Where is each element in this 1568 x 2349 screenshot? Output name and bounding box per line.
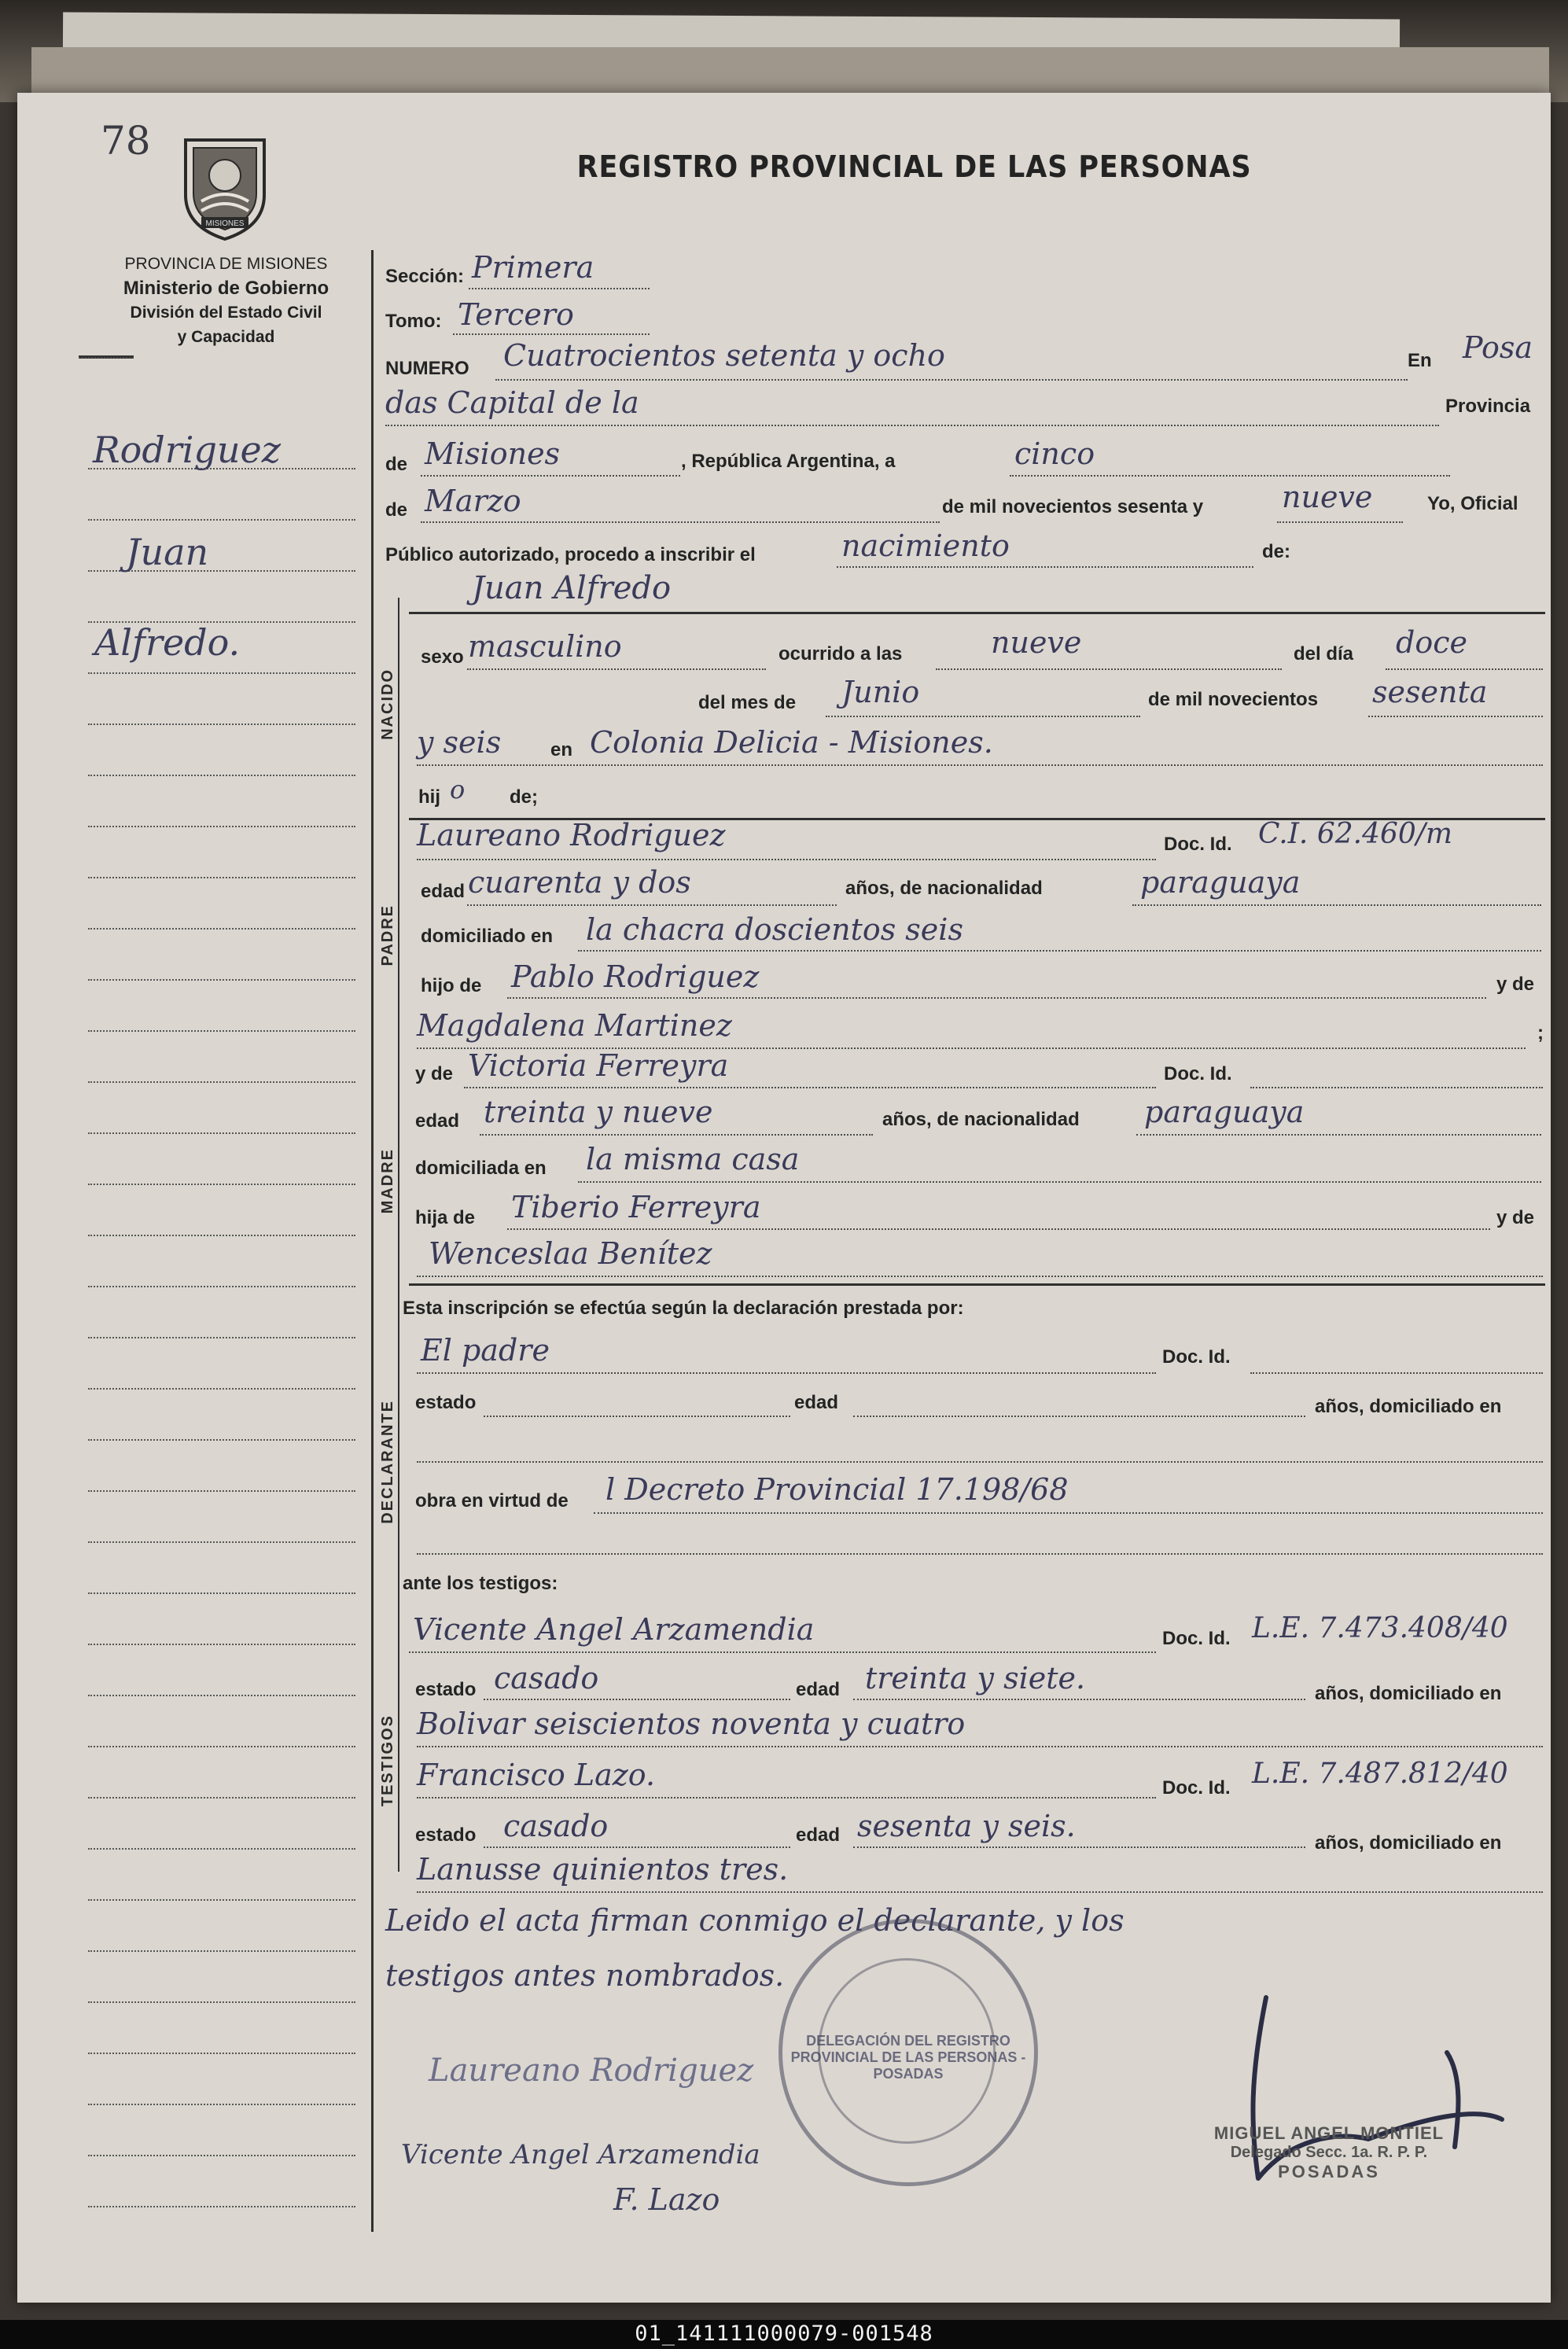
signature-3: F. Lazo (613, 2182, 720, 2217)
field-padre-dom: la chacra doscientos seis (586, 912, 963, 947)
label-testigo2-estado: estado (415, 1824, 477, 1846)
label-del-dia: del día (1294, 643, 1354, 665)
section-madre: MADRE (379, 1148, 396, 1214)
line-testigo2-dom (417, 1891, 1543, 1893)
field-madre-hija-de: Tiberio Ferreyra (511, 1190, 761, 1224)
label-ocurrido: ocurrido a las (778, 643, 903, 665)
line-madre-nombre (464, 1087, 1156, 1088)
label-madre-edad: edad (415, 1110, 460, 1132)
line-sexo (467, 668, 766, 670)
label-de-mil: de mil novecientos (1148, 689, 1319, 710)
line-padre-nombre (417, 859, 1156, 860)
document-title: REGISTRO PROVINCIAL DE LAS PERSONAS (576, 149, 1252, 184)
closing-line-2: testigos antes nombrados. (385, 1958, 785, 1993)
line-padre-dom (578, 950, 1541, 952)
line-madre-edad (480, 1134, 873, 1136)
field-obra: l Decreto Provincial 17.198/68 (605, 1472, 1069, 1507)
field-en: Posa (1463, 330, 1533, 365)
label-en: En (1408, 350, 1432, 371)
line-padre-edad (467, 904, 837, 906)
field-testigo2-edad: sesenta y seis. (857, 1809, 1076, 1843)
label-del-mes: del mes de (698, 692, 797, 713)
line-testigo1-edad (853, 1699, 1305, 1700)
field-sexo: masculino (468, 629, 622, 664)
issuer-ministry: Ministerio de Gobierno (123, 278, 329, 299)
official-block (1180, 2123, 1478, 2182)
field-padre-hijo-de: Pablo Rodriguez (511, 959, 760, 994)
field-testigo1-estado: casado (494, 1661, 599, 1695)
line-obra-2 (417, 1553, 1543, 1555)
label-mil-novecientos: de mil novecientos sesenta y (942, 496, 1204, 517)
header-rule (79, 355, 134, 359)
label-padre-nac: años, de nacionalidad (845, 878, 1043, 899)
section-testigos: TESTIGOS (379, 1714, 396, 1807)
label-testigo1-edad: edad (796, 1679, 841, 1700)
section-divider (398, 598, 399, 1872)
line-testigo1-dom (417, 1746, 1543, 1747)
line-padre-hijo-de (507, 997, 1486, 999)
field-seccion: Primera (472, 250, 594, 285)
field-anio-nac: sesenta (1372, 675, 1488, 709)
label-testigo1-anos-dom: años, domiciliado en (1315, 1683, 1502, 1704)
margin-given-name-1: Juan (126, 531, 209, 573)
line-obra (594, 1512, 1543, 1514)
line-madre-end (409, 1283, 1545, 1286)
field-testigo1-doc: L.E. 7.473.408/40 (1252, 1612, 1508, 1644)
field-padre-nombre: Laureano Rodriguez (417, 818, 726, 852)
label-declarante-anos-dom: años, domiciliado en (1315, 1396, 1502, 1417)
label-provincia: Provincia (1445, 396, 1531, 417)
label-testigo2-anos-dom: años, domiciliado en (1315, 1832, 1502, 1854)
margin-given-name-2: Alfredo. (94, 621, 241, 664)
stamp-text: DELEGACIÓN DEL REGISTRO PROVINCIAL DE LAS PERSONAS - POSADAS (790, 2033, 1026, 2082)
line-padre-nac (1132, 904, 1541, 906)
provincial-crest-icon (175, 132, 275, 242)
line-declarante-edad (853, 1416, 1305, 1417)
label-hij: hij (418, 786, 440, 808)
official-city: POSADAS (1278, 2162, 1380, 2181)
official-stamp (778, 1919, 1038, 2186)
field-testigo1-dom: Bolivar seiscientos noventa y cuatro (417, 1707, 966, 1741)
label-seccion: Sección: (385, 266, 465, 287)
label-tomo: Tomo: (385, 311, 442, 332)
label-publico: Público autorizado, procedo a inscribir el (385, 544, 756, 565)
field-en-cont: das Capital de la (385, 385, 639, 420)
field-anio-nac-2: y seis (417, 725, 502, 760)
official-name: MIGUEL ANGEL MONTIEL (1213, 2123, 1445, 2143)
field-madre-dom: la misma casa (586, 1142, 800, 1176)
line-provincia (421, 475, 680, 477)
line-madre-nac (1136, 1134, 1541, 1136)
label-madre-hija-de: hija de (415, 1207, 476, 1228)
label-obra: obra en virtud de (415, 1490, 569, 1511)
label-esta-inscripcion: Esta inscripción se efectúa según la declaración prestada por: (403, 1298, 964, 1319)
field-padre-nac: paraguaya (1140, 865, 1301, 900)
field-testigo1-edad: treinta y siete. (865, 1661, 1086, 1695)
issuer-header (79, 252, 374, 349)
label-sexo: sexo (421, 646, 464, 668)
line-dia (1010, 475, 1450, 477)
crest-label: MISIONES (205, 219, 245, 228)
label-madre-y-de: y de (415, 1063, 454, 1084)
field-dia-nac: doce (1396, 625, 1467, 660)
label-testigo1-doc: Doc. Id. (1162, 1628, 1231, 1649)
line-acto (837, 566, 1253, 568)
signature-1: Laureano Rodriguez (429, 2053, 754, 2089)
field-mes-nac: Junio (841, 675, 920, 709)
closing-line-1: Leido el acta firman conmigo el declarante, y los (385, 1903, 1124, 1938)
line-madre-doc (1250, 1087, 1543, 1088)
line-madre-y-de (417, 1276, 1543, 1277)
field-madre-edad: treinta y nueve (484, 1095, 713, 1129)
label-republica: , República Argentina, a (681, 451, 896, 472)
field-provincia: Misiones (425, 436, 561, 471)
label-padre-edad: edad (421, 881, 466, 902)
line-dia-nac (1386, 668, 1543, 670)
field-testigo1: Vicente Angel Arzamendia (413, 1612, 815, 1647)
line-testigo2-estado (484, 1846, 790, 1848)
label-numero: NUMERO (385, 358, 469, 379)
field-madre-nac: paraguaya (1144, 1095, 1305, 1129)
line-tomo (453, 333, 650, 335)
line-declarante (417, 1372, 1156, 1374)
line-seccion (469, 288, 650, 289)
field-mes: Marzo (425, 484, 521, 518)
field-lugar: Colonia Delicia - Misiones. (590, 725, 993, 760)
line-testigo1 (409, 1651, 1156, 1653)
line-anio-nac (1368, 716, 1543, 717)
margin-surname: Rodriguez (93, 429, 282, 471)
field-testigo2: Francisco Lazo. (417, 1758, 656, 1792)
label-madre-y-de-2: y de (1496, 1207, 1535, 1228)
line-madre-dom (578, 1181, 1541, 1183)
field-hora: nueve (991, 625, 1082, 660)
field-madre-nombre: Victoria Ferreyra (468, 1048, 729, 1083)
label-declarante-estado: estado (415, 1392, 477, 1413)
label-madre-nac: años, de nacionalidad (882, 1109, 1080, 1130)
label-de: de (385, 454, 408, 475)
label-testigo1-estado: estado (415, 1679, 477, 1700)
line-mes (421, 521, 940, 523)
label-padre-hijo-de: hijo de (421, 975, 482, 996)
label-padre-doc: Doc. Id. (1164, 834, 1232, 855)
label-padre-y-de: y de (1496, 974, 1535, 995)
field-testigo2-dom: Lanusse quinientos tres. (417, 1852, 789, 1887)
label-ante-testigos: ante los testigos: (403, 1573, 558, 1594)
official-role: Delegado Secc. 1a. R. P. P. (1230, 2144, 1428, 2161)
field-nombre: Juan Alfredo (472, 570, 672, 606)
field-madre-y-de: Wenceslaa Benítez (429, 1236, 712, 1271)
line-anio (1277, 521, 1403, 523)
folio-number: 78 (101, 118, 151, 164)
line-testigo1-estado (484, 1699, 790, 1700)
label-en-lugar: en (550, 739, 573, 760)
label-declarante-edad: edad (794, 1392, 839, 1413)
field-dia: cinco (1014, 436, 1095, 471)
line-declarante-dom (417, 1461, 1543, 1463)
field-padre-edad: cuarenta y dos (468, 865, 691, 900)
field-anio: nueve (1282, 480, 1373, 514)
label-yo-oficial: Yo, Oficial (1427, 493, 1518, 514)
label-de-mes: de (385, 499, 408, 521)
label-madre-dom: domiciliada en (415, 1158, 547, 1179)
field-padre-doc: C.I. 62.460/m (1258, 818, 1453, 850)
issuer-province: PROVINCIA DE MISIONES (124, 255, 328, 273)
label-testigo2-edad: edad (796, 1824, 841, 1846)
signature-2: Vicente Angel Arzamendia (401, 2139, 760, 2170)
label-de-semicolon: de; (510, 786, 538, 808)
field-testigo2-estado: casado (503, 1809, 609, 1843)
label-declarante-doc: Doc. Id. (1162, 1346, 1231, 1368)
section-padre: PADRE (379, 904, 396, 966)
image-caption: 01_141111000079-001548 (635, 2321, 933, 2346)
label-padre-dom: domiciliado en (421, 926, 554, 947)
label-testigo2-doc: Doc. Id. (1162, 1777, 1231, 1799)
line-nombre (409, 612, 1545, 614)
field-acto: nacimiento (841, 528, 1010, 563)
issuer-division: División del Estado Civil (130, 304, 322, 322)
line-declarante-doc (1250, 1372, 1543, 1374)
label-de-colon: de: (1262, 541, 1290, 562)
issuer-capacity: y Capacidad (177, 328, 275, 346)
field-declarante: El padre (421, 1333, 550, 1368)
field-testigo2-doc: L.E. 7.487.812/40 (1252, 1758, 1508, 1790)
field-tomo: Tercero (458, 297, 574, 332)
line-en-cont (385, 425, 1439, 426)
line-mes-nac (826, 716, 1140, 717)
line-lugar (417, 764, 1543, 766)
section-declarante: DECLARANTE (379, 1400, 396, 1524)
line-testigo2-edad (853, 1846, 1305, 1848)
field-padre-y-de: Magdalena Martinez (417, 1008, 732, 1043)
line-numero (495, 379, 1408, 381)
line-madre-hija-de (507, 1228, 1490, 1230)
label-semicolon: ; (1537, 1022, 1544, 1044)
margin-divider (371, 250, 374, 2232)
section-nacido: NACIDO (379, 668, 396, 740)
line-hora (936, 668, 1282, 670)
line-declarante-estado (484, 1416, 790, 1417)
field-hij: o (450, 775, 466, 804)
field-numero: Cuatrocientos setenta y ocho (503, 338, 945, 373)
label-madre-doc: Doc. Id. (1164, 1063, 1232, 1084)
line-testigo2 (417, 1797, 1156, 1799)
